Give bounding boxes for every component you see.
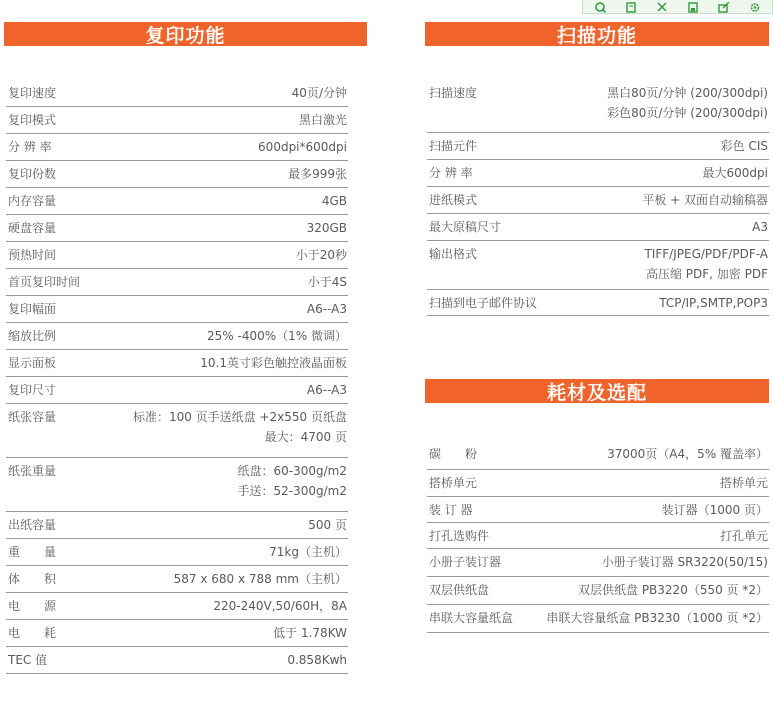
spec-value <box>6 566 348 589</box>
spec-row <box>427 497 769 523</box>
spec-row <box>6 215 348 242</box>
spec-value-line: 0.858Kwh <box>287 653 347 667</box>
spec-value <box>427 187 769 210</box>
spec-value-line: 最多999张 <box>288 167 347 181</box>
spec-row <box>427 160 769 187</box>
spec-label: 双层供纸盘 <box>429 583 490 597</box>
spec-value-line: 小于4S <box>307 275 347 289</box>
spec-value <box>6 215 348 238</box>
spec-value-line: 40页/分钟 <box>291 86 347 100</box>
spec-value-line: 37000页（A4，5% 覆盖率） <box>607 447 768 461</box>
spec-label: 复印份数 <box>8 167 57 181</box>
spec-value-line: 320GB <box>306 221 347 235</box>
spec-label: 首页复印时间 <box>8 275 81 289</box>
spec-value <box>427 133 769 156</box>
spec-row <box>427 605 769 633</box>
spec-value-line: 4GB <box>321 194 347 208</box>
spec-row <box>6 593 348 620</box>
spec-row <box>6 566 348 593</box>
spec-value <box>6 80 348 103</box>
spec-value <box>6 242 348 265</box>
spec-row <box>427 577 769 605</box>
spec-value <box>6 620 348 643</box>
spec-value <box>427 470 769 493</box>
spec-value-line: 标准：100 页手送纸盘 +2x550 页纸盘 <box>132 410 347 424</box>
spec-value-line: 71kg（主机） <box>269 545 347 559</box>
spec-label: TEC 值 <box>8 653 48 667</box>
spec-value <box>6 107 348 130</box>
expand-icon[interactable] <box>653 0 671 13</box>
spec-label: 复印模式 <box>8 113 57 127</box>
consumables-spec-table <box>427 441 769 633</box>
spec-row <box>6 188 348 215</box>
spec-row <box>6 647 348 674</box>
spec-label: 进纸模式 <box>429 193 478 207</box>
scan-spec-table <box>427 80 769 316</box>
save-icon[interactable] <box>684 0 702 13</box>
spec-value-line: 彩色80页/分钟 (200/300dpi) <box>607 106 768 120</box>
spec-value-line: 小于20秒 <box>295 248 347 262</box>
spec-label: 硬盘容量 <box>8 221 57 235</box>
spec-value <box>6 404 348 447</box>
copy-icon[interactable] <box>622 0 640 13</box>
consumables-section-title: 耗材及选配 <box>425 379 769 403</box>
scan-section-title: 扫描功能 <box>425 22 769 46</box>
spec-value-line: 平板 + 双面自动输稿器 <box>642 193 768 207</box>
spec-value-line: 串联大容量纸盒 PB3230（1000 页 *2） <box>546 611 768 625</box>
spec-row <box>6 377 348 404</box>
spec-value-line: 手送：52-300g/m2 <box>237 484 347 498</box>
spec-value <box>6 647 348 670</box>
spec-value <box>6 377 348 400</box>
toolbar <box>582 0 773 14</box>
spec-value <box>6 161 348 184</box>
spec-row <box>427 470 769 497</box>
spec-value <box>427 241 769 284</box>
spec-label: 缩放比例 <box>8 329 57 343</box>
spec-row <box>6 458 348 512</box>
spec-label: 分 辨 率 <box>429 166 473 180</box>
spec-label: 打孔选购件 <box>429 529 490 543</box>
search-icon[interactable] <box>591 0 609 13</box>
spec-label: 最大原稿尺寸 <box>429 220 502 234</box>
spec-value-line: 高压缩 PDF, 加密 PDF <box>645 267 768 281</box>
spec-value-line: 纸盘：60-300g/m2 <box>237 464 347 478</box>
spec-row <box>427 523 769 549</box>
spec-value-line: 彩色 CIS <box>720 139 768 153</box>
spec-value-line: 搭桥单元 <box>719 476 768 490</box>
spec-value <box>427 160 769 183</box>
spec-row <box>427 214 769 241</box>
spec-value-line: A6--A3 <box>306 302 347 316</box>
spec-value-line: 最大：4700 页 <box>264 430 347 444</box>
spec-value-line: 黑白80页/分钟 (200/300dpi) <box>607 86 768 100</box>
spec-row <box>6 404 348 458</box>
spec-value <box>6 539 348 562</box>
spec-label: 串联大容量纸盒 <box>429 611 514 625</box>
spec-row <box>6 107 348 134</box>
spec-value-line: 低于 1.78KW <box>273 626 347 640</box>
spec-value <box>6 323 348 346</box>
spec-label: 内存容量 <box>8 194 57 208</box>
spec-value-line: 打孔单元 <box>719 529 768 543</box>
spec-value-line: 600dpi*600dpi <box>258 140 347 154</box>
copy-spec-table <box>6 80 348 674</box>
spec-label: 碳 粉 <box>429 447 478 461</box>
spec-value-line: TIFF/JPEG/PDF/PDF-A <box>644 247 768 261</box>
spec-label: 纸张容量 <box>8 410 57 424</box>
spec-row <box>6 512 348 539</box>
spec-row <box>427 441 769 470</box>
spec-row <box>427 133 769 160</box>
spec-value <box>427 80 769 123</box>
spec-value-line: 小册子装订器 SR3220(50/15) <box>601 555 768 569</box>
spec-value <box>6 458 348 501</box>
spec-label: 显示面板 <box>8 356 57 370</box>
spec-row <box>427 290 769 316</box>
spec-value-line: 220-240V,50/60H，8A <box>213 599 347 613</box>
spec-label: 纸张重量 <box>8 464 57 478</box>
spec-row <box>6 323 348 350</box>
spec-value-line: 黑白激光 <box>298 113 347 127</box>
spec-label: 输出格式 <box>429 247 478 261</box>
spec-row <box>427 241 769 290</box>
spec-row <box>6 620 348 647</box>
spec-row <box>427 187 769 214</box>
spec-value-line: 双层供纸盘 PB3220（550 页 *2） <box>578 583 768 597</box>
spec-label: 复印幅面 <box>8 302 57 316</box>
spec-value <box>6 512 348 535</box>
spec-row <box>427 80 769 133</box>
spec-label: 重 量 <box>8 545 57 559</box>
spec-label: 小册子装订器 <box>429 555 502 569</box>
spec-row <box>6 350 348 377</box>
spec-row <box>6 161 348 188</box>
spec-value-line: 25% -400%（1% 微调） <box>207 329 347 343</box>
spec-label: 扫描到电子邮件协议 <box>429 296 538 310</box>
gear-icon[interactable] <box>746 0 764 13</box>
spec-label: 分 辨 率 <box>8 140 52 154</box>
spec-value <box>6 296 348 319</box>
spec-value-line: 10.1英寸彩色触控液晶面板 <box>200 356 347 370</box>
spec-value-line: 最大600dpi <box>702 166 768 180</box>
spec-value <box>6 350 348 373</box>
spec-value <box>6 134 348 157</box>
spec-label: 搭桥单元 <box>429 476 478 490</box>
spec-label: 出纸容量 <box>8 518 57 532</box>
spec-label: 预热时间 <box>8 248 57 262</box>
spec-label: 复印尺寸 <box>8 383 57 397</box>
spec-row <box>6 80 348 107</box>
spec-value-line: TCP/IP,SMTP,POP3 <box>659 296 768 310</box>
spec-value-line: 装订器（1000 页） <box>661 503 768 517</box>
spec-value <box>6 188 348 211</box>
spec-value <box>6 593 348 616</box>
spec-row <box>6 134 348 161</box>
spec-label: 电 耗 <box>8 626 57 640</box>
share-icon[interactable] <box>715 0 733 13</box>
spec-value-line: A6--A3 <box>306 383 347 397</box>
spec-value <box>427 441 769 464</box>
spec-label: 复印速度 <box>8 86 57 100</box>
spec-row <box>6 269 348 296</box>
copy-section-title: 复印功能 <box>4 22 367 46</box>
spec-row <box>427 549 769 577</box>
spec-label: 装 订 器 <box>429 503 473 517</box>
spec-label: 扫描速度 <box>429 86 478 100</box>
spec-value-line: 500 页 <box>308 518 347 532</box>
spec-label: 电 源 <box>8 599 57 613</box>
spec-value-line: 587 x 680 x 788 mm（主机） <box>173 572 347 586</box>
spec-row <box>6 539 348 566</box>
spec-label: 体 积 <box>8 572 57 586</box>
spec-row <box>6 242 348 269</box>
spec-value <box>427 497 769 520</box>
spec-value-line: A3 <box>752 220 768 234</box>
spec-row <box>6 296 348 323</box>
spec-label: 扫描元件 <box>429 139 478 153</box>
